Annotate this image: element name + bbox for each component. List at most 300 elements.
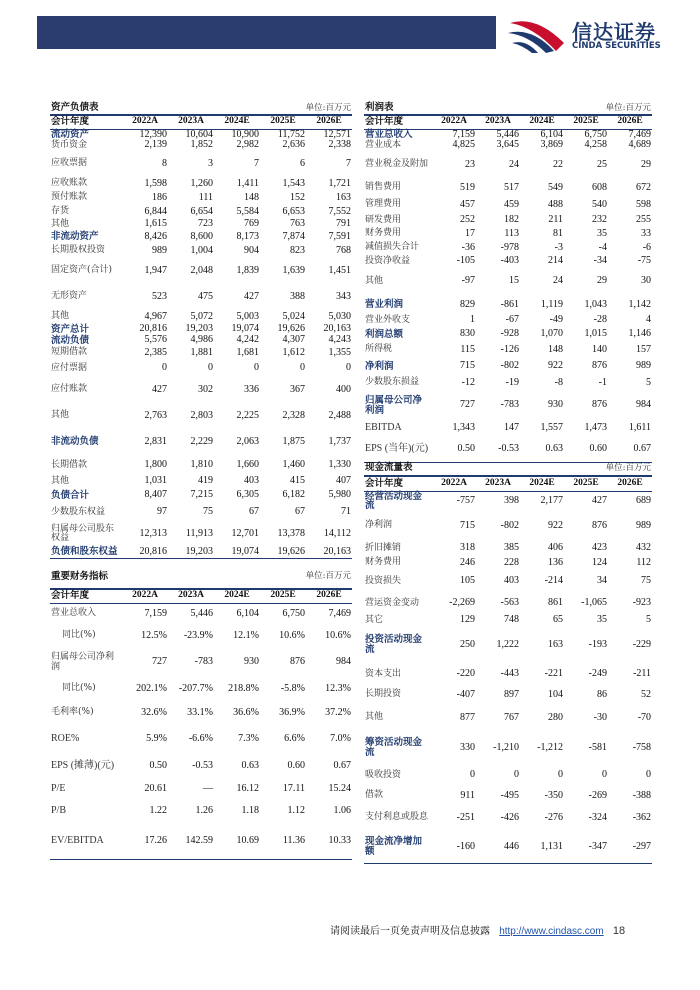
balance-row xyxy=(50,429,352,455)
balance-row-value: 6,653 xyxy=(282,205,306,217)
page-footer xyxy=(330,922,625,937)
cashflow-row xyxy=(364,540,652,556)
balance-row xyxy=(50,140,352,151)
cashflow-row-value: 423 xyxy=(592,542,608,554)
balance-row-value: 1,810 xyxy=(190,459,214,471)
cashflow-row-value: -297 xyxy=(608,831,652,863)
income-row-value: 157 xyxy=(636,343,652,355)
income-row-value: 727 xyxy=(460,399,475,411)
balance-row-value: 19,203 xyxy=(168,547,214,558)
cashflow-row-value: 427 xyxy=(592,495,608,507)
cashflow-row-value: 0 xyxy=(470,769,475,781)
income-row-value: 24 xyxy=(553,275,563,287)
cashflow-row-value: 876 xyxy=(592,519,608,531)
income-row-value: 7,469 xyxy=(628,128,652,140)
indicators-row-value: -207.7% xyxy=(178,682,213,694)
balance-row xyxy=(50,504,352,521)
cashflow-row-value: 748 xyxy=(504,614,520,626)
cashflow-row-label: 财务费用 xyxy=(365,557,402,568)
cashflow-row-value: 86 xyxy=(597,688,608,700)
income-row-value: 1,557 xyxy=(540,421,563,433)
cashflow-row-label: 投资活动现金流 xyxy=(365,633,423,655)
income-row-value: 1,015 xyxy=(584,328,607,340)
income-row-value: 17 xyxy=(465,227,475,239)
income-row-value: 211 xyxy=(548,214,563,226)
indicators-row-value: 20.61 xyxy=(144,782,167,794)
cashflow-row-value: 5 xyxy=(646,614,652,626)
indicators-row-value: 0.63 xyxy=(241,760,260,772)
balance-sheet-table xyxy=(50,102,352,559)
cashflow-row-value: 65 xyxy=(553,614,564,626)
indicators-row-value: 17.11 xyxy=(282,782,306,794)
cashflow-row-value: 124 xyxy=(592,556,608,568)
balance-row-value: 1,460 xyxy=(282,459,306,471)
balance-row-value: 723 xyxy=(198,218,214,230)
cashflow-row-value: 406 xyxy=(548,542,564,554)
indicators-head-label: 会计年度 xyxy=(50,589,122,603)
cashflow-row-value: 689 xyxy=(636,495,652,507)
balance-row-value: 20,163 xyxy=(323,323,352,335)
balance-row-label: 其他 xyxy=(51,475,70,486)
balance-row-value: 791 xyxy=(336,218,352,230)
income-row-value: 113 xyxy=(504,227,519,239)
balance-row-value: 2,225 xyxy=(236,409,260,421)
income-row-value: 1,343 xyxy=(452,421,475,433)
income-row-value: -0.53 xyxy=(476,436,520,462)
balance-row xyxy=(50,205,352,219)
cashflow-row-value: -324 xyxy=(588,811,608,823)
balance-row-value: 0 xyxy=(300,362,306,374)
income-row-value: 1,473 xyxy=(584,421,607,433)
balance-row-label: 无形资产 xyxy=(51,291,88,302)
balance-row-value: 6,182 xyxy=(282,489,306,501)
balance-row-value: 1,881 xyxy=(190,346,214,358)
balance-head-label: 会计年度 xyxy=(50,115,122,129)
cashflow-row-value: 911 xyxy=(460,789,475,801)
balance-sheet-unit: 单位:百万元 xyxy=(214,102,352,115)
cashflow-row xyxy=(364,511,652,540)
income-row-value: -28 xyxy=(593,314,607,326)
indicators-row-value: 7.0% xyxy=(330,733,352,745)
balance-row-value: 19,203 xyxy=(185,323,214,335)
balance-row-value: 1,681 xyxy=(236,346,260,358)
cashflow-title: 现金流量表 xyxy=(364,461,520,476)
balance-row-value: 0 xyxy=(346,362,352,374)
balance-row-label: 非流动资产 xyxy=(51,231,99,243)
cashflow-row-value: 0 xyxy=(558,769,564,781)
income-row xyxy=(364,314,652,327)
balance-row-value: 2,803 xyxy=(190,409,214,421)
income-row-value: 0.50 xyxy=(432,436,476,462)
cashflow-row-value: -581 xyxy=(588,741,608,753)
balance-row-value: 904 xyxy=(244,244,260,256)
balance-row-value: 7 xyxy=(346,157,352,169)
balance-row-value: 2,831 xyxy=(144,435,167,447)
balance-row-label: 存货 xyxy=(51,206,70,217)
income-row-value: 1 xyxy=(470,314,475,326)
cashflow-head-year: 2022A xyxy=(432,476,476,491)
balance-row-value: 823 xyxy=(290,244,306,256)
cashflow-row xyxy=(364,593,652,613)
balance-row-label: 应付账款 xyxy=(51,384,88,395)
cashflow-row-label: 资本支出 xyxy=(365,668,402,679)
cashflow-row xyxy=(364,686,652,703)
income-row-label: 财务费用 xyxy=(365,228,402,239)
cashflow-row xyxy=(364,556,652,569)
balance-row-value: 403 xyxy=(244,475,260,487)
cashflow-row-value: -193 xyxy=(588,638,608,650)
income-row-value: -783 xyxy=(500,399,519,411)
income-row-value: 4,825 xyxy=(452,139,475,151)
indicators-row-value: -6.6% xyxy=(188,733,213,745)
cashflow-row-value: 861 xyxy=(548,597,564,609)
income-row-value: 5 xyxy=(646,376,652,388)
indicators-row-value: 1.18 xyxy=(241,804,260,816)
cashflow-row-value: -30 xyxy=(593,711,608,723)
balance-head-year: 2024E xyxy=(214,115,260,129)
indicators-row-label: EPS (摊薄)(元) xyxy=(51,760,115,772)
indicators-row xyxy=(50,701,352,725)
indicators-row-value: 7,159 xyxy=(144,607,167,619)
cashflow-row-value: 877 xyxy=(460,711,475,723)
indicators-row-value: 142.59 xyxy=(168,823,214,859)
balance-row-value: 10,900 xyxy=(231,128,260,140)
indicators-row-value: 984 xyxy=(336,656,352,668)
balance-row-value: 2,636 xyxy=(282,139,306,151)
income-row-value: 3,645 xyxy=(496,139,519,151)
balance-row-value: 19,626 xyxy=(260,547,306,558)
balance-row-value: 4,242 xyxy=(236,334,260,346)
cashflow-row-value: 989 xyxy=(636,519,652,531)
balance-row-label: 应收账款 xyxy=(51,178,88,189)
cashflow-row-value: -802 xyxy=(500,519,520,531)
indicators-row-value: 6,750 xyxy=(282,607,306,619)
income-row-value: 5,446 xyxy=(496,128,519,140)
cashflow-head-year: 2025E xyxy=(564,476,608,491)
cashflow-row-value: 163 xyxy=(548,638,564,650)
income-row-value: 29 xyxy=(597,275,607,287)
balance-row-value: 7,215 xyxy=(190,489,214,501)
income-row xyxy=(364,358,652,375)
income-row-value: 519 xyxy=(460,181,475,193)
income-row-value: 488 xyxy=(548,198,563,210)
balance-row-value: 1,260 xyxy=(190,177,214,189)
balance-row-label: 长期借款 xyxy=(51,459,88,470)
indicators-row-value: 218.8% xyxy=(228,682,260,694)
balance-row-value: 5,030 xyxy=(328,310,352,322)
indicators-row-label: P/E xyxy=(51,782,66,794)
balance-row-label: 流动负债 xyxy=(51,334,90,346)
income-row-value: 0.60 xyxy=(564,436,608,462)
income-row-value: 4 xyxy=(646,314,652,326)
cashflow-row-value: -229 xyxy=(632,638,652,650)
indicators-row-value: 37.2% xyxy=(325,706,352,718)
income-row-label: 营业外收支 xyxy=(365,314,411,325)
cashflow-head-year: 2026E xyxy=(608,476,652,491)
income-row-value: 7,159 xyxy=(452,128,475,140)
income-row-value: -1 xyxy=(598,376,607,388)
indicators-row-value: 6.6% xyxy=(284,733,306,745)
income-row-label: 投资净收益 xyxy=(365,255,411,266)
income-row-label: 净利润 xyxy=(365,360,394,372)
income-row-label: 利润总额 xyxy=(365,328,404,340)
income-row-value: -861 xyxy=(500,298,519,310)
balance-row-value: 4,967 xyxy=(144,310,167,322)
cashflow-row xyxy=(364,732,652,763)
cashflow-row-value: 0 xyxy=(602,769,608,781)
balance-row-value: 97 xyxy=(157,506,167,518)
indicators-row-value: 5.9% xyxy=(146,733,167,745)
cashflow-row-value: -1,210 xyxy=(493,741,520,753)
balance-row-value: 8 xyxy=(162,157,167,169)
income-row-value: 24 xyxy=(509,158,519,170)
income-row-value: 30 xyxy=(641,275,652,287)
balance-row-value: 302 xyxy=(198,383,214,395)
income-row-value: 984 xyxy=(636,399,652,411)
cashflow-row-value: 922 xyxy=(548,519,564,531)
balance-row-value: 5,584 xyxy=(236,205,260,217)
balance-row-value: 20,816 xyxy=(139,323,167,335)
income-row-value: 252 xyxy=(460,214,475,226)
income-row-value: -928 xyxy=(500,328,519,340)
income-row-value: 1,043 xyxy=(584,298,607,310)
balance-row-value: 336 xyxy=(244,383,260,395)
indicators-head-year: 2024E xyxy=(214,589,260,603)
income-row-value: -49 xyxy=(549,314,563,326)
balance-row-value: 1,615 xyxy=(144,218,167,230)
balance-head-year: 2026E xyxy=(306,115,352,129)
cashflow-row-value: -495 xyxy=(500,789,520,801)
cashflow-row-label: 营运资金变动 xyxy=(365,597,420,608)
indicators-row-value: 0.67 xyxy=(333,760,352,772)
logo-text-cn: 信达证券 xyxy=(572,20,656,44)
logo-text-en: CINDA SECURITIES xyxy=(572,41,661,51)
income-row-label: EBITDA xyxy=(365,421,402,433)
balance-row-value: 0 xyxy=(208,362,214,374)
income-row-value: 1,611 xyxy=(628,421,652,433)
cashflow-row-value: -249 xyxy=(588,668,608,680)
cashflow-row-value: 330 xyxy=(460,741,475,753)
indicators-title: 重要财务指标 xyxy=(50,565,260,589)
balance-row-value: 20,163 xyxy=(306,547,352,558)
income-row-value: 255 xyxy=(636,214,652,226)
balance-sheet-title: 资产负债表 xyxy=(50,102,214,115)
balance-row-label: 预付账款 xyxy=(51,192,88,203)
income-row-value: -97 xyxy=(461,275,475,287)
income-row-label: 营业利润 xyxy=(365,299,404,311)
cashflow-row xyxy=(364,613,652,627)
income-row xyxy=(364,342,652,358)
balance-row-value: 1,355 xyxy=(328,346,352,358)
balance-row-value: 1,543 xyxy=(282,177,306,189)
income-head-year: 2023A xyxy=(476,115,520,129)
cashflow-row-value: -251 xyxy=(456,811,475,823)
balance-row-value: 1,004 xyxy=(190,244,214,256)
balance-row-label: 负债和股东权益 xyxy=(50,547,122,558)
indicators-head-year: 2025E xyxy=(260,589,306,603)
income-row-value: 1,142 xyxy=(628,298,652,310)
balance-row xyxy=(50,191,352,205)
cashflow-row xyxy=(364,831,652,863)
income-head-year: 2024E xyxy=(520,115,564,129)
income-row-value: -67 xyxy=(505,314,519,326)
balance-row-value: 768 xyxy=(336,244,352,256)
balance-row-value: 12,313 xyxy=(139,527,167,539)
cashflow-row-value: 318 xyxy=(460,542,475,554)
balance-row xyxy=(50,258,352,284)
balance-row-label: 负债合计 xyxy=(51,489,90,501)
indicators-row-value: -0.53 xyxy=(192,760,213,772)
balance-row xyxy=(50,403,352,429)
cashflow-row-label: 长期投资 xyxy=(365,689,402,700)
balance-row-value: 11,913 xyxy=(185,527,214,539)
balance-row-label: 固定资产(合计) xyxy=(51,265,113,276)
balance-row-value: 3 xyxy=(208,157,214,169)
balance-row-value: 769 xyxy=(244,218,260,230)
income-row-value: 598 xyxy=(636,198,652,210)
balance-row xyxy=(50,346,352,360)
balance-row-label: 其他 xyxy=(51,410,70,421)
income-row-value: 457 xyxy=(460,198,475,210)
balance-row-value: 10,604 xyxy=(185,128,214,140)
income-head-year: 2026E xyxy=(608,115,652,129)
income-row-value: 517 xyxy=(504,181,519,193)
income-row xyxy=(364,240,652,256)
income-row-value: 1,146 xyxy=(628,328,652,340)
indicators-row xyxy=(50,754,352,779)
balance-row-label: 归属母公司股东权益 xyxy=(51,523,115,543)
cashflow-row-value: -388 xyxy=(632,789,652,801)
balance-row-value: 1,875 xyxy=(282,435,306,447)
indicators-row-value: 727 xyxy=(152,656,167,668)
indicators-row-value: 7,469 xyxy=(328,607,352,619)
income-row xyxy=(364,375,652,391)
income-row-value: -36 xyxy=(461,241,475,253)
cashflow-head-year: 2023A xyxy=(476,476,520,491)
balance-row-value: 2,385 xyxy=(144,346,167,358)
indicators-row-value: 202.1% xyxy=(136,682,167,694)
cashflow-row-value: -1,212 xyxy=(537,741,564,753)
income-row-value: 1,119 xyxy=(540,298,563,310)
cashflow-row-label: 吸收投资 xyxy=(365,769,402,780)
income-row-value: 148 xyxy=(548,343,563,355)
balance-row-value: 2,338 xyxy=(328,139,352,151)
cashflow-row-value: 75 xyxy=(641,575,652,587)
balance-row-value: 388 xyxy=(290,290,306,302)
website-link[interactable]: http://www.cindasc.com xyxy=(499,926,604,937)
cashflow-row-label: 其他 xyxy=(365,712,384,723)
indicators-head-year: 2026E xyxy=(306,589,352,603)
income-row-value: 147 xyxy=(504,421,519,433)
income-statement-table xyxy=(364,102,652,463)
income-row-value: 549 xyxy=(548,181,563,193)
indicators-row-value: 1.06 xyxy=(333,804,352,816)
income-row-value: 540 xyxy=(592,198,607,210)
cashflow-row-value: -1,065 xyxy=(581,597,608,609)
balance-row xyxy=(50,335,352,346)
cashflow-row-value: 432 xyxy=(636,542,652,554)
indicators-row-label: 同比(%) xyxy=(62,683,96,694)
income-row-value: 930 xyxy=(548,399,563,411)
disclaimer-text: 请阅读最后一页免责声明及信息披露 xyxy=(330,926,490,937)
indicators-row-value: 11.36 xyxy=(260,823,306,859)
balance-row-value: 148 xyxy=(244,191,260,203)
cashflow-row-value: -276 xyxy=(544,811,564,823)
balance-row-value: 12,701 xyxy=(231,527,260,539)
cashflow-table xyxy=(364,461,652,864)
indicators-row-value: 6,104 xyxy=(236,607,260,619)
indicators-row-value: 12.5% xyxy=(141,629,167,641)
cashflow-row-label: 经营活动现金流 xyxy=(365,490,423,512)
cashflow-row-value: 897 xyxy=(504,688,520,700)
income-row xyxy=(364,327,652,342)
income-row-value: 4,258 xyxy=(584,139,607,151)
balance-row-value: 1,947 xyxy=(144,264,167,276)
cashflow-row-value: 0 xyxy=(646,769,652,781)
indicators-row-value: 10.69 xyxy=(214,823,260,859)
balance-row-value: 2,982 xyxy=(236,139,260,151)
balance-row-label: 流动资产 xyxy=(51,128,90,140)
cashflow-row-value: -407 xyxy=(456,688,475,700)
balance-row-value: 12,390 xyxy=(139,128,167,140)
header-banner xyxy=(37,16,496,49)
income-row-value: 182 xyxy=(504,214,519,226)
cashflow-row-value: 403 xyxy=(504,575,520,587)
indicators-row-value: 0.60 xyxy=(287,760,306,772)
balance-row-value: 427 xyxy=(152,383,167,395)
indicators-row-value: 16.12 xyxy=(236,782,260,794)
indicators-row-value: 1.12 xyxy=(287,804,306,816)
indicators-row-value: 930 xyxy=(244,656,260,668)
income-row-label: 管理费用 xyxy=(365,199,402,210)
indicators-row-label: P/B xyxy=(51,804,67,816)
balance-row-value: 1,660 xyxy=(236,459,260,471)
balance-row-value: 407 xyxy=(336,475,352,487)
indicators-row-value: 36.9% xyxy=(279,706,306,718)
income-row-value: 672 xyxy=(636,181,652,193)
indicators-row-value: -23.9% xyxy=(183,629,213,641)
balance-row-value: 5,576 xyxy=(144,334,167,346)
income-row-value: -75 xyxy=(637,255,652,267)
balance-row-value: 5,072 xyxy=(190,310,214,322)
balance-row-label: 应收票据 xyxy=(51,158,88,169)
indicators-row xyxy=(50,779,352,799)
indicators-row-label: EV/EBITDA xyxy=(50,823,122,859)
income-head-year: 2025E xyxy=(564,115,608,129)
cashflow-row-value: 0 xyxy=(514,769,520,781)
cashflow-row-value: -221 xyxy=(544,668,564,680)
cashflow-row-value: -923 xyxy=(632,597,652,609)
indicators-row xyxy=(50,799,352,823)
income-row-value: -12 xyxy=(461,376,475,388)
balance-row-value: 8,173 xyxy=(236,230,260,242)
indicators-row-value: 15.24 xyxy=(328,782,352,794)
balance-row-value: 1,639 xyxy=(282,264,306,276)
balance-row-label: 货币资金 xyxy=(51,139,88,150)
indicators-row-label: 同比(%) xyxy=(62,630,96,641)
income-row-label: 营业总收入 xyxy=(365,128,413,140)
income-row-value: 715 xyxy=(460,360,475,372)
income-row xyxy=(364,197,652,213)
cashflow-row-value: 34 xyxy=(597,575,608,587)
income-row-value: 922 xyxy=(548,360,563,372)
cashflow-row-label: 净利润 xyxy=(365,520,393,531)
indicators-row-value: 0.50 xyxy=(149,760,167,772)
balance-row-value: 2,139 xyxy=(144,139,167,151)
income-row xyxy=(364,179,652,197)
cashflow-row xyxy=(364,627,652,662)
balance-row-value: 2,229 xyxy=(190,435,214,447)
